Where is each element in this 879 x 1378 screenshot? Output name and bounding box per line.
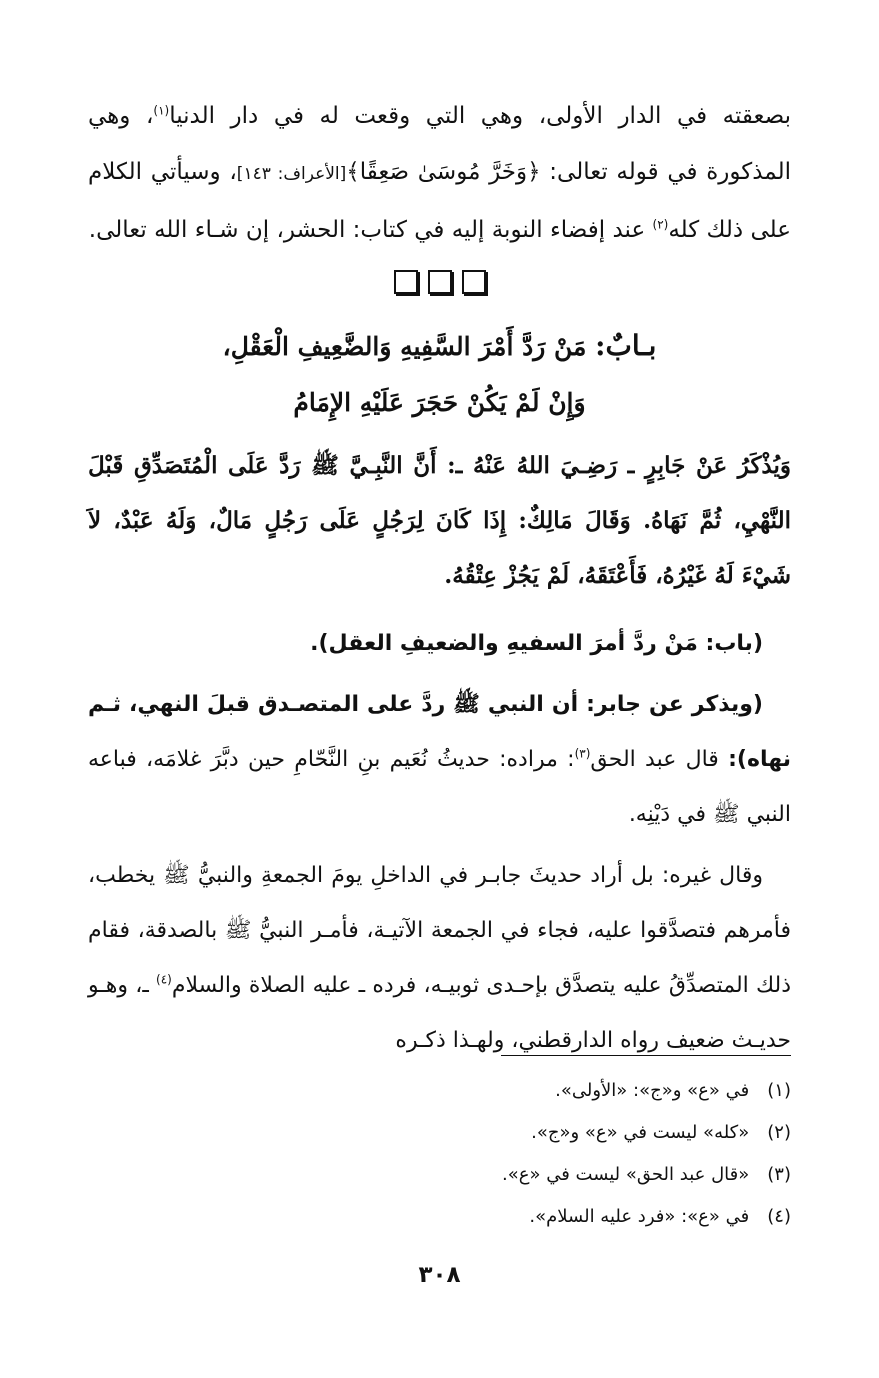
footnote-separator: [501, 1055, 791, 1056]
footnote-item: [88, 1112, 791, 1154]
separator-square-icon: [394, 270, 418, 294]
footnote-number: (٢): [767, 1122, 791, 1143]
footnote-item: [88, 1070, 791, 1112]
intro-line1: بصعقته في الدار الأولى، وهي التي وقعت له في دار الدنيا: [169, 103, 792, 129]
commentary-text-2a: وقال غيره: بل أراد حديثَ جابـر في الداخلِ يومَ الجمعةِ والنبيُّ ﷺ يخطب، فأمرهم فتصدَّقوا عليه، فجاء في الجمعة الآتيـة، فأمـر النبيُّ ﷺ بالصدقة، فقام ذلك المتصدِّقُ عليه يتصدَّق بإحـدى ثوبيـه، فرده ـ عليه الصلاة والسلام: [88, 863, 792, 998]
commentary-paragraph-2: [88, 848, 791, 1068]
section-separator: [0, 270, 879, 294]
intro-text: [88, 88, 791, 258]
footnote-item: [88, 1154, 791, 1196]
commentary-text-1b: : مراده: حديثُ نُعَيم بنِ النَّحّامِ حين دبَّرَ غلامَه، فباعه النبي ﷺ في دَيْنِه.: [88, 747, 791, 827]
matn-paragraph: وَيُذْكَرُ عَنْ جَابِرٍ ـ رَضِـيَ اللهُ عَنْهُ ـ: أَنَّ النَّبِـيَّ ﷺ رَدَّ عَلَى الْمُتَصَدِّقِ قَبْلَ النَّهْيِ، ثُمَّ نَهَاهُ. وَقَالَ مَالِكٌ: إِذَا كَانَ لِرَجُلٍ عَلَى رَجُلٍ مَالٌ، وَلَهُ عَبْدٌ، لاَ شَيْءَ لَهُ غَيْرُهُ، فَأَعْتَقَهُ، لَمْ يَجُزْ عِتْقُهُ.: [88, 452, 791, 589]
footnote-text: «كله» ليست في «ع» و«ج».: [531, 1122, 750, 1143]
intro-paragraph: [88, 88, 791, 258]
footnote-ref-3: (٣): [574, 746, 591, 761]
footnote-ref-4: (٤): [156, 972, 172, 987]
footnote-number: (٣): [767, 1164, 791, 1185]
page-number: ٣٠٨: [418, 1262, 461, 1288]
intro-line1b: ، وهي المذكورة في قوله تعالى: ﴿وَخَرَّ مُوسَىٰ صَعِقًا﴾: [88, 103, 791, 185]
verse-reference: [الأعراف: ١٤٣]: [236, 164, 347, 184]
intro-line2: ، وسيأتي الكلام على ذلك كله: [88, 159, 791, 243]
hadith-text: [88, 438, 791, 603]
footnote-number: (١): [767, 1080, 791, 1101]
separator-square-icon: [462, 270, 486, 294]
separator-square-icon: [428, 270, 452, 294]
commentary-text-2b: ـ، وهـو حديـث ضعيف رواه الدارقطني، ولهـذا ذكـره: [88, 973, 791, 1053]
commentary-text-1a: قال عبد الحق: [590, 747, 729, 772]
footnote-ref-2: (٢): [652, 217, 669, 232]
commentary-paragraph-1: [88, 677, 791, 842]
footnotes: [88, 1070, 791, 1238]
intro-line3: عند إفضاء النوبة إليه في كتاب: الحشر، إن شـاء الله تعالى.: [88, 217, 653, 243]
footnote-text: في «ع»: «فرد عليه السلام».: [529, 1206, 750, 1227]
footnote-text: في «ع» و«ج»: «الأولى».: [555, 1080, 750, 1101]
footnote-ref-1: (١): [153, 103, 170, 118]
chapter-label: بـابٌ:: [595, 329, 657, 362]
footnote-item: [88, 1196, 791, 1238]
commentary: [88, 616, 791, 1074]
chapter-title-part-1: مَنْ رَدَّ أَمْرَ السَّفِيهِ وَالضَّعِيفِ الْعَقْلِ،: [222, 332, 596, 361]
chapter-title-line-2: وَإِنْ لَمْ يَكُنْ حَجَرَ عَلَيْهِ الإِمَامُ: [293, 388, 586, 417]
footnote-number: (٤): [767, 1206, 791, 1227]
chapter-title-line-1: [0, 318, 879, 375]
commentary-quote: (ويذكر عن جابر: أن النبي ﷺ ردَّ على المتصـدق قبلَ النهي، ثـم نهاه):: [88, 692, 791, 772]
footnote-text: «قال عبد الحق» ليست في «ع».: [501, 1164, 750, 1185]
commentary-heading: (باب: مَنْ ردَّ أمرَ السفيهِ والضعيفِ العقل).: [310, 631, 763, 656]
chapter-heading: [0, 318, 879, 431]
